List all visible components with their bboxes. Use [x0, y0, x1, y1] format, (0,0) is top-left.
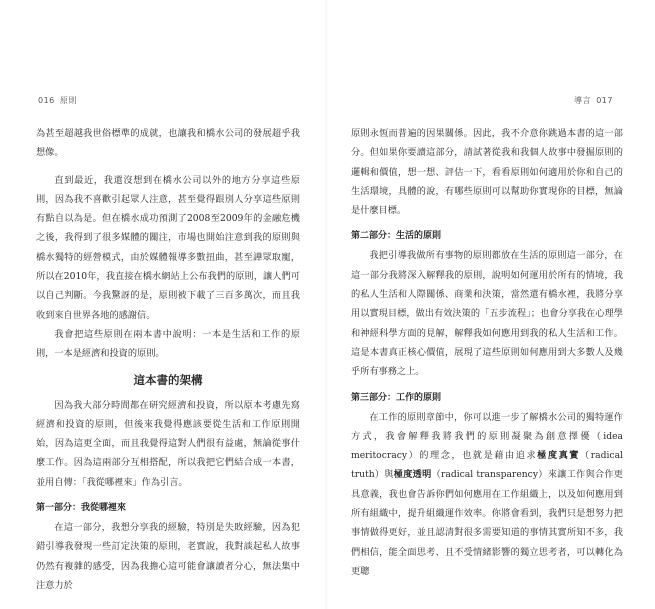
- right-page-number: 017: [596, 96, 613, 105]
- left-page-number: 016: [38, 96, 55, 105]
- right-page-header: [574, 95, 615, 106]
- left-page-header: [36, 95, 77, 106]
- left-running-head: 原則: [59, 96, 77, 105]
- p3-text-a: 在工作的原則章節中，你可以進一步了解橋水公司的獨特運作方式，我會解釋我將我們的原則凝聚為創意擇優（idea meritocracy）的理念，也就是藉由追求: [351, 411, 623, 462]
- part3-title: 第三部分：工作的原則: [351, 392, 442, 403]
- left-paragraph-5: 在這一部分，我想分享我的經驗，特別是失敗經驗，因為犯錯引導我發現一些訂定決策的原則，老實說，我對談起私人故事仍然有複雜的感受，因為我擔心這可能會讓讀者分心，無法集中注意力於: [36, 522, 300, 591]
- part2-title: 第二部分：生活的原則: [351, 231, 442, 242]
- part1-title: 第一部分：我從哪裡來: [36, 503, 127, 514]
- p3-text-d: （radical transparency）來讓工作與合作更具意義，我也會告訴你們如何應用在工作組織上，以及如何應用到所有組織中，提升組織運作效率。你將會看到，我們只是想努力把事情做得更好，並且認清對很多需要知道的事情其實所知不多，我們相信，能全面思考、且不受情緒影響的獨立思考者，可以轉化為更聰: [351, 469, 623, 577]
- radical-truth-term: 極度真實: [537, 450, 581, 462]
- radical-transparency-term: 極度透明: [393, 469, 432, 481]
- left-paragraph-1: 為甚至超越我世俗標準的成就，也讓我和橋水公司的發展超乎我想像。: [36, 128, 300, 159]
- left-paragraph-2: 直到最近，我還沒想到在橋水公司以外的地方分享這些原則，因為我不喜歡引起眾人注意，甚至覺得跟別人分享這些原則有點自以為是。但在橋水成功預測了2008至2009年的金融危機之後，我得到了很多媒體的關注，市場也開始注意到我的原則與橋水獨特的經營模式，由於媒體報導多數扭曲，甚至譁眾取寵，所以在2010年，我直接在橋水網站上公布我們的原則，讓人們可以自己判斷。今我驚訝的是，原則被下載了三百多萬次，而且我收到來自世界各地的感謝信。: [36, 174, 300, 321]
- left-paragraph-4: 因為我大部分時間都在研究經濟和投資，所以原本考慮先寫經濟和投資的原則，但後來我覺得應該要從生活和工作原則開始，因為這更全面，而且我覺得這對人們很有益處，無論從事什麼工作。因為這兩部分互相搭配，所以我把它們結合成一本書，並用自傳：「我從哪裡來」作為引言。: [36, 399, 300, 488]
- right-page-body: [351, 124, 623, 581]
- left-paragraph-3: 我會把這些原則在兩本書中說明：一本是生活和工作的原則，一本是經濟和投資的原則。: [36, 328, 300, 360]
- right-paragraph-2: 我把引導我做所有事物的原則都放在生活的原則這一部分，在這一部分我將深入解釋我的原則，說明如何運用於所有的情境，我的私人生活和人際關係、商業和決策，當然還有橋水裡，我將分享用以實現目標，做出有效決策的「五步流程」；也會分享我在心理學和神經科學方面的見解，解釋我如何應用到我的私人生活和工作。這是本書真正核心價值，展現了這些原則如何應用到大多數人及幾乎所有事務之上。: [351, 250, 623, 378]
- p3-text-c: （radical truth）與: [351, 450, 623, 481]
- left-page-body: [36, 124, 300, 595]
- right-paragraph-1: 原則永恆而普遍的因果關係。因此，我不介意你跳過本書的這一部分。但如果你要讀這部分，請試著從我和我個人故事中發掘原則的邏輯和價值，想一想、評估一下，看看原則如何適用於你和自己的生活環境，具體的說，有哪些原則可以幫助你實現你的目標，無論是什麼目標。: [351, 128, 623, 217]
- left-page: [0, 0, 327, 609]
- right-page: [328, 0, 655, 609]
- section-heading: 這本書的架構: [133, 372, 203, 387]
- right-paragraph-3: [351, 408, 623, 582]
- right-running-head: 導言: [574, 96, 592, 105]
